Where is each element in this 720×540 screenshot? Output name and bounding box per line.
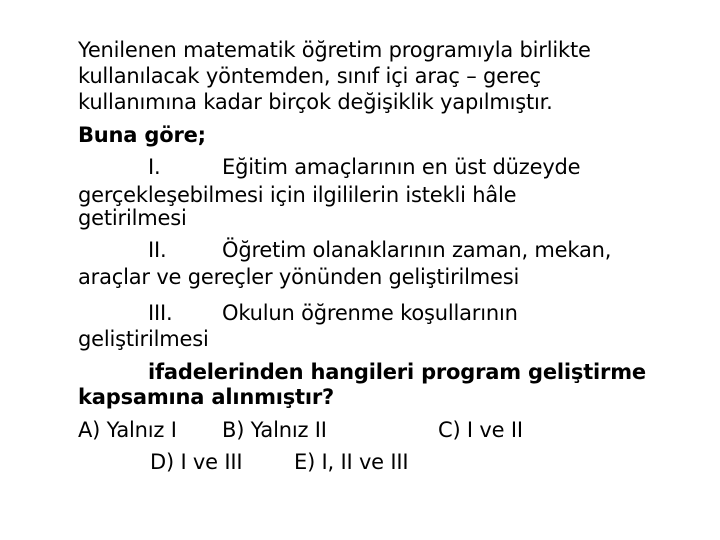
option-c[interactable]: C) I ve II xyxy=(438,418,523,442)
option-a[interactable]: A) Yalnız I xyxy=(78,418,177,442)
item-2-text: Öğretim olanaklarının zaman, mekan, xyxy=(222,238,612,262)
item-3-line-2: geliştirilmesi xyxy=(78,327,209,351)
question-line-2: kapsamına alınmıştır? xyxy=(78,385,335,409)
item-3-text: Okulun öğrenme koşullarının xyxy=(222,301,518,325)
item-2-line-2: araçlar ve gereçler yönünden geliştirilmesi xyxy=(78,265,520,289)
stem-line-1: Yenilenen matematik öğretim programıyla birlikte xyxy=(78,38,591,62)
option-d[interactable]: D) I ve III xyxy=(150,450,243,474)
lead-text: Buna göre; xyxy=(78,123,206,147)
item-1-number: I. xyxy=(148,155,161,179)
item-1-line-3: getirilmesi xyxy=(78,206,187,230)
item-1-line-2: gerçekleşebilmesi için ilgililerin istekli hâle xyxy=(78,183,517,207)
item-2-number: II. xyxy=(148,238,167,262)
item-3-number: III. xyxy=(148,301,173,325)
question-line-1: ifadelerinden hangileri program geliştirme xyxy=(148,360,646,384)
option-e[interactable]: E) I, II ve III xyxy=(294,450,409,474)
item-1-text: Eğitim amaçlarının en üst düzeyde xyxy=(222,155,581,179)
stem-line-2: kullanılacak yöntemden, sınıf içi araç – gereç xyxy=(78,64,541,88)
stem-line-3: kullanımına kadar birçok değişiklik yapılmıştır. xyxy=(78,90,553,114)
option-b[interactable]: B) Yalnız II xyxy=(222,418,327,442)
